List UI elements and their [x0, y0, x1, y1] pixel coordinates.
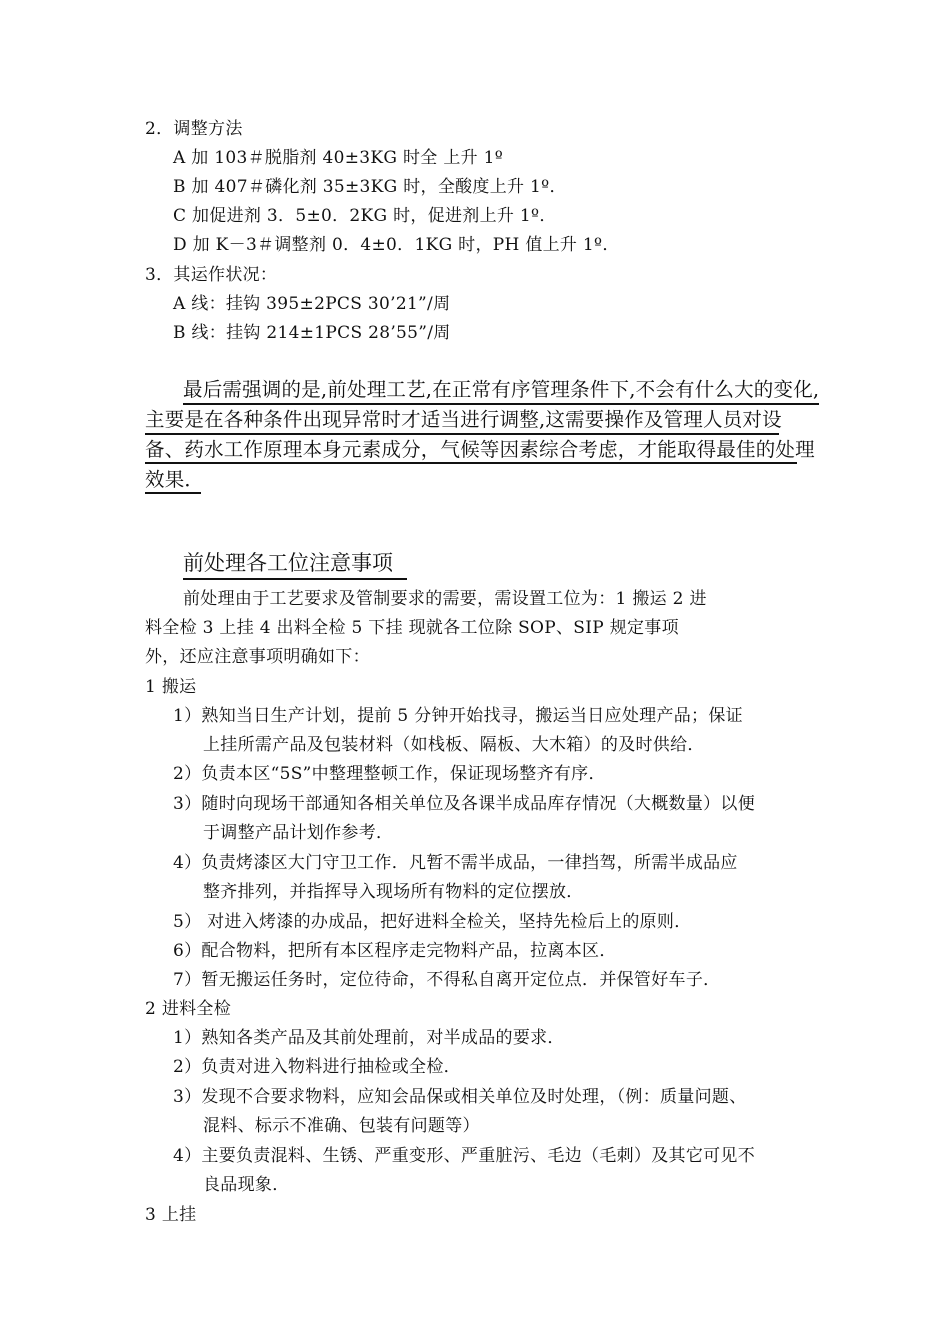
section-intro-3: 外，还应注意事项明确如下：: [145, 647, 370, 667]
carry-item-3a: 3）随时向现场干部通知各相关单位及各课半成品库存情况（大概数量）以便: [173, 794, 756, 814]
incoming-item-1: 1）熟知各类产品及其前处理前，对半成品的要求．: [173, 1028, 565, 1048]
adjust-item-b: B 加 407＃磷化剂 35±3KG 时，全酸度上升 1º．: [173, 177, 567, 197]
incoming-item-3a: 3）发现不合要求物料，应知会品保或相关单位及时处理，（例：质量问题、: [173, 1087, 747, 1107]
operation-heading: 3．其运作状况：: [145, 265, 278, 285]
section-intro-2: 料全检 3 上挂 4 出料全检 5 下挂 现就各工位除 SOP、SIP 规定事项: [145, 618, 679, 638]
carry-item-1a: 1）熟知当日生产计划，提前 5 分钟开始找寻，搬运当日应处理产品；保证: [173, 706, 743, 726]
section-intro-1: 前处理由于工艺要求及管制要求的需要，需设置工位为：1 搬运 2 进: [183, 589, 707, 609]
carry-item-4a: 4）负责烤漆区大门守卫工作．凡暂不需半成品，一律挡驾，所需半成品应: [173, 853, 738, 873]
incoming-item-4b: 良品现象．: [203, 1175, 290, 1195]
incoming-item-3b: 混料、标示不准确、包装有问题等）: [203, 1116, 480, 1136]
operation-a-line: A 线：挂钩 395±2PCS 30’21”/周: [173, 294, 451, 314]
carry-item-1b: 上挂所需产品及包装材料（如栈板、隔板、大木箱）的及时供给．: [203, 735, 705, 755]
carry-item-5: 5） 对进入烤漆的办成品，把好进料全检关，坚持先检后上的原则．: [173, 912, 692, 932]
emphasis-line-1: 最后需强调的是,前处理工艺,在正常有序管理条件下,不会有什么大的变化,: [183, 378, 820, 401]
section-title-underline: [183, 578, 407, 580]
operation-b-line: B 线：挂钩 214±1PCS 28’55”/周: [173, 323, 451, 343]
carry-item-3b: 于调整产品计划作参考．: [203, 823, 394, 843]
adjust-item-c: C 加促进剂 3．5±0．2KG 时，促进剂上升 1º．: [173, 206, 557, 226]
incoming-item-2: 2）负责对进入物料进行抽检或全检．: [173, 1057, 461, 1077]
carry-item-6: 6）配合物料，把所有本区程序走完物料产品，拉离本区．: [173, 941, 617, 961]
emphasis-underline-2: [145, 433, 779, 435]
carry-item-7: 7）暂无搬运任务时，定位待命，不得私自离开定位点．并保管好车子．: [173, 970, 721, 990]
emphasis-line-4: 效果．: [145, 468, 205, 491]
emphasis-line-3: 备、药水工作原理本身元素成分，气候等因素综合考虑，才能取得最佳的处理: [145, 438, 815, 461]
emphasis-underline-4: [145, 492, 201, 494]
carry-heading: 1 搬运: [145, 677, 197, 697]
incoming-heading: 2 进料全检: [145, 999, 232, 1019]
emphasis-underline-1: [183, 403, 819, 405]
hang-heading: 3 上挂: [145, 1205, 197, 1225]
emphasis-underline-3: [145, 462, 797, 464]
adjust-item-d: D 加 K－3＃调整剂 0．4±0．1KG 时，PH 值上升 1º．: [173, 235, 620, 255]
adjust-heading: 2．调整方法: [145, 119, 243, 139]
section-title: 前处理各工位注意事项: [183, 551, 393, 575]
emphasis-line-2: 主要是在各种条件出现异常时才适当进行调整,这需要操作及管理人员对设: [145, 408, 782, 431]
carry-item-4b: 整齐排列，并指挥导入现场所有物料的定位摆放．: [203, 882, 584, 902]
incoming-item-4a: 4）主要负责混料、生锈、严重变形、严重脏污、毛边（毛刺）及其它可见不: [173, 1146, 756, 1166]
carry-item-2: 2）负责本区“5S”中整理整顿工作，保证现场整齐有序．: [173, 764, 606, 784]
adjust-item-a: A 加 103＃脱脂剂 40±3KG 时全 上升 1º: [173, 148, 504, 168]
